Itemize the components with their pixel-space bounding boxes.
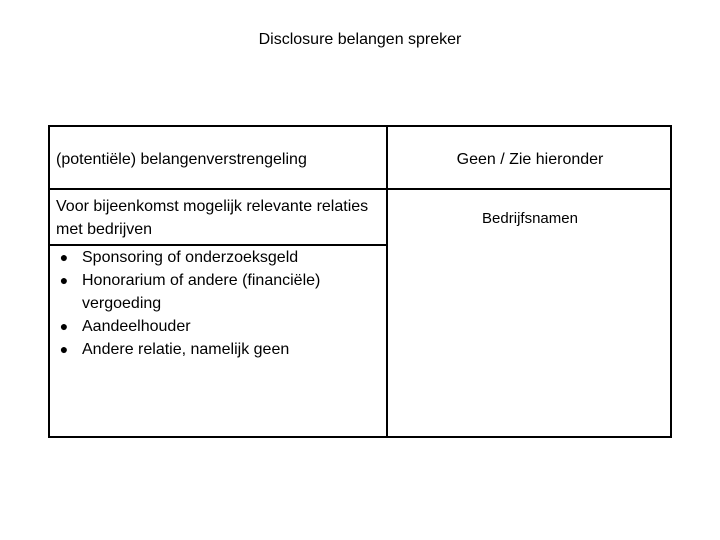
- conflict-of-interest-label: (potentiële) belangenverstrengeling: [56, 151, 307, 168]
- bullet-dot-icon: ●: [59, 318, 69, 334]
- relation-types-list: [56, 246, 376, 361]
- bullet-dot-icon: ●: [59, 272, 69, 288]
- list-item-text: Aandeelhouder: [82, 318, 191, 335]
- list-item-text: Sponsoring of onderzoeksgeld: [82, 249, 299, 266]
- list-item: [56, 338, 376, 361]
- list-item-text: Honorarium of andere (financiële) vergoeding: [82, 272, 321, 312]
- slide-title: Disclosure belangen spreker: [258, 31, 462, 48]
- relevant-relations-label: Voor bijeenkomst mogelijk relevante relaties met bedrijven: [56, 198, 369, 238]
- list-item: [56, 269, 376, 315]
- list-item: [56, 246, 376, 269]
- list-item-text: Andere relatie, namelijk geen: [82, 341, 290, 358]
- table-row-divider-1: [50, 188, 670, 190]
- company-names-label: Bedrijfsnamen: [482, 210, 578, 227]
- list-item: [56, 315, 376, 338]
- bullet-dot-icon: ●: [59, 341, 69, 357]
- table-column-divider: [386, 127, 388, 436]
- disclosure-table: [48, 125, 672, 438]
- conflict-of-interest-value: Geen / Zie hieronder: [456, 151, 604, 168]
- bullet-dot-icon: ●: [59, 249, 69, 265]
